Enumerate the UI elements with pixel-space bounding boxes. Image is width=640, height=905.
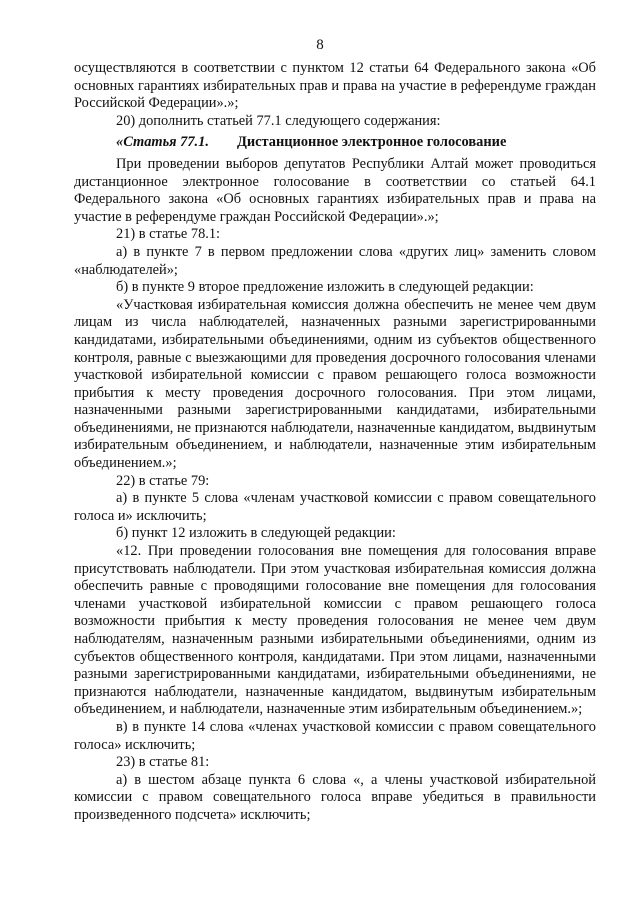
paragraph-item-22v: в) в пункте 14 слова «членах участковой комиссии с правом совещательного голоса» исключить; xyxy=(74,718,596,753)
article-number: «Статья 77.1. xyxy=(116,134,209,151)
paragraph-item-20: 20) дополнить статьей 77.1 следующего содержания: xyxy=(116,112,441,129)
paragraph-item-22a: а) в пункте 5 слова «членам участковой комиссии с правом совещательного голоса и» исключить; xyxy=(74,490,596,524)
page-number: 8 xyxy=(316,37,324,53)
paragraph-item-22: 22) в статье 79: xyxy=(116,472,210,489)
paragraph-item-22b: б) пункт 12 изложить в следующей редакции: xyxy=(116,525,396,542)
document-body xyxy=(74,60,596,825)
paragraph-quote-78-1: «Участковая избирательная комиссия должна обеспечить не менее чем двум лицам из числа наблюдателей, назначенных разными зарегистрированными кандидатами, избирательными объединениями, одним из субъектов общественного контроля, равные с выезжающими для проведения досрочного голосования членами участковой избирательной комиссии с правом решающего голоса возможности прибытия к месту проведения досрочного голосования. При этом лицами, назначенными разными зарегистрированными кандидатами, избирательными объединениями, не признаются наблюдатели, назначенные кандидатом, выдвинутым избирательным объединением, и наблюдатели, назначенные этим избирательным объединением.»; xyxy=(74,296,596,472)
paragraph-quote-79-12: «12. При проведении голосования вне помещения для голосования вправе присутствовать наблюдатели. При этом участковая избирательная комиссия должна обеспечить равные с проводящими голосование вне помещения для голосования членами участковой избирательной комиссии с правом решающего голоса возможности прибытия к месту проведения голосования не менее чем двум наблюдателям, назначенным разными избирательными объединениями, одним из субъектов общественного контроля, кандидатами. При этом лицами, назначенными разными зарегистрированными кандидатами, избирательными объединениями, не признаются наблюдатели, назначенные кандидатом, выдвинутым избирательным объединением, и наблюдатели, назначенные этим избирательным объединением.»; xyxy=(74,543,596,718)
paragraph-item-23: 23) в статье 81: xyxy=(116,754,210,771)
paragraph-item-21a: а) в пункте 7 в первом предложении слова «других лиц» заменить словом «наблюдателей»; xyxy=(74,243,596,278)
article-title: Дистанционное электронное голосование xyxy=(236,134,507,151)
paragraph-article-text: При проведении выборов депутатов Республики Алтай может проводиться дистанционное электронное голосование в соответствии со статьей 64.1 Федерального закона «Об основных гарантиях избирательных прав и права на участие в референдуме граждан Российской Федерации».»; xyxy=(74,155,596,225)
paragraph-item-21: 21) в статье 78.1: xyxy=(116,226,221,243)
paragraph-continuation: осуществляются в соответствии с пунктом 12 статьи 64 Федерального закона «Об основных гарантиях избирательных прав и права на участие в референдуме граждан Российской Федерации».»; xyxy=(74,60,596,112)
article-heading xyxy=(74,134,596,152)
paragraph-item-21b: б) в пункте 9 второе предложение изложить в следующей редакции: xyxy=(116,279,534,296)
paragraph-item-23a: а) в шестом абзаце пункта 6 слова «, а члены участковой избирательной комиссии с правом совещательного голоса вправе убедиться в правильности произведенного подсчета» исключить; xyxy=(74,771,596,823)
